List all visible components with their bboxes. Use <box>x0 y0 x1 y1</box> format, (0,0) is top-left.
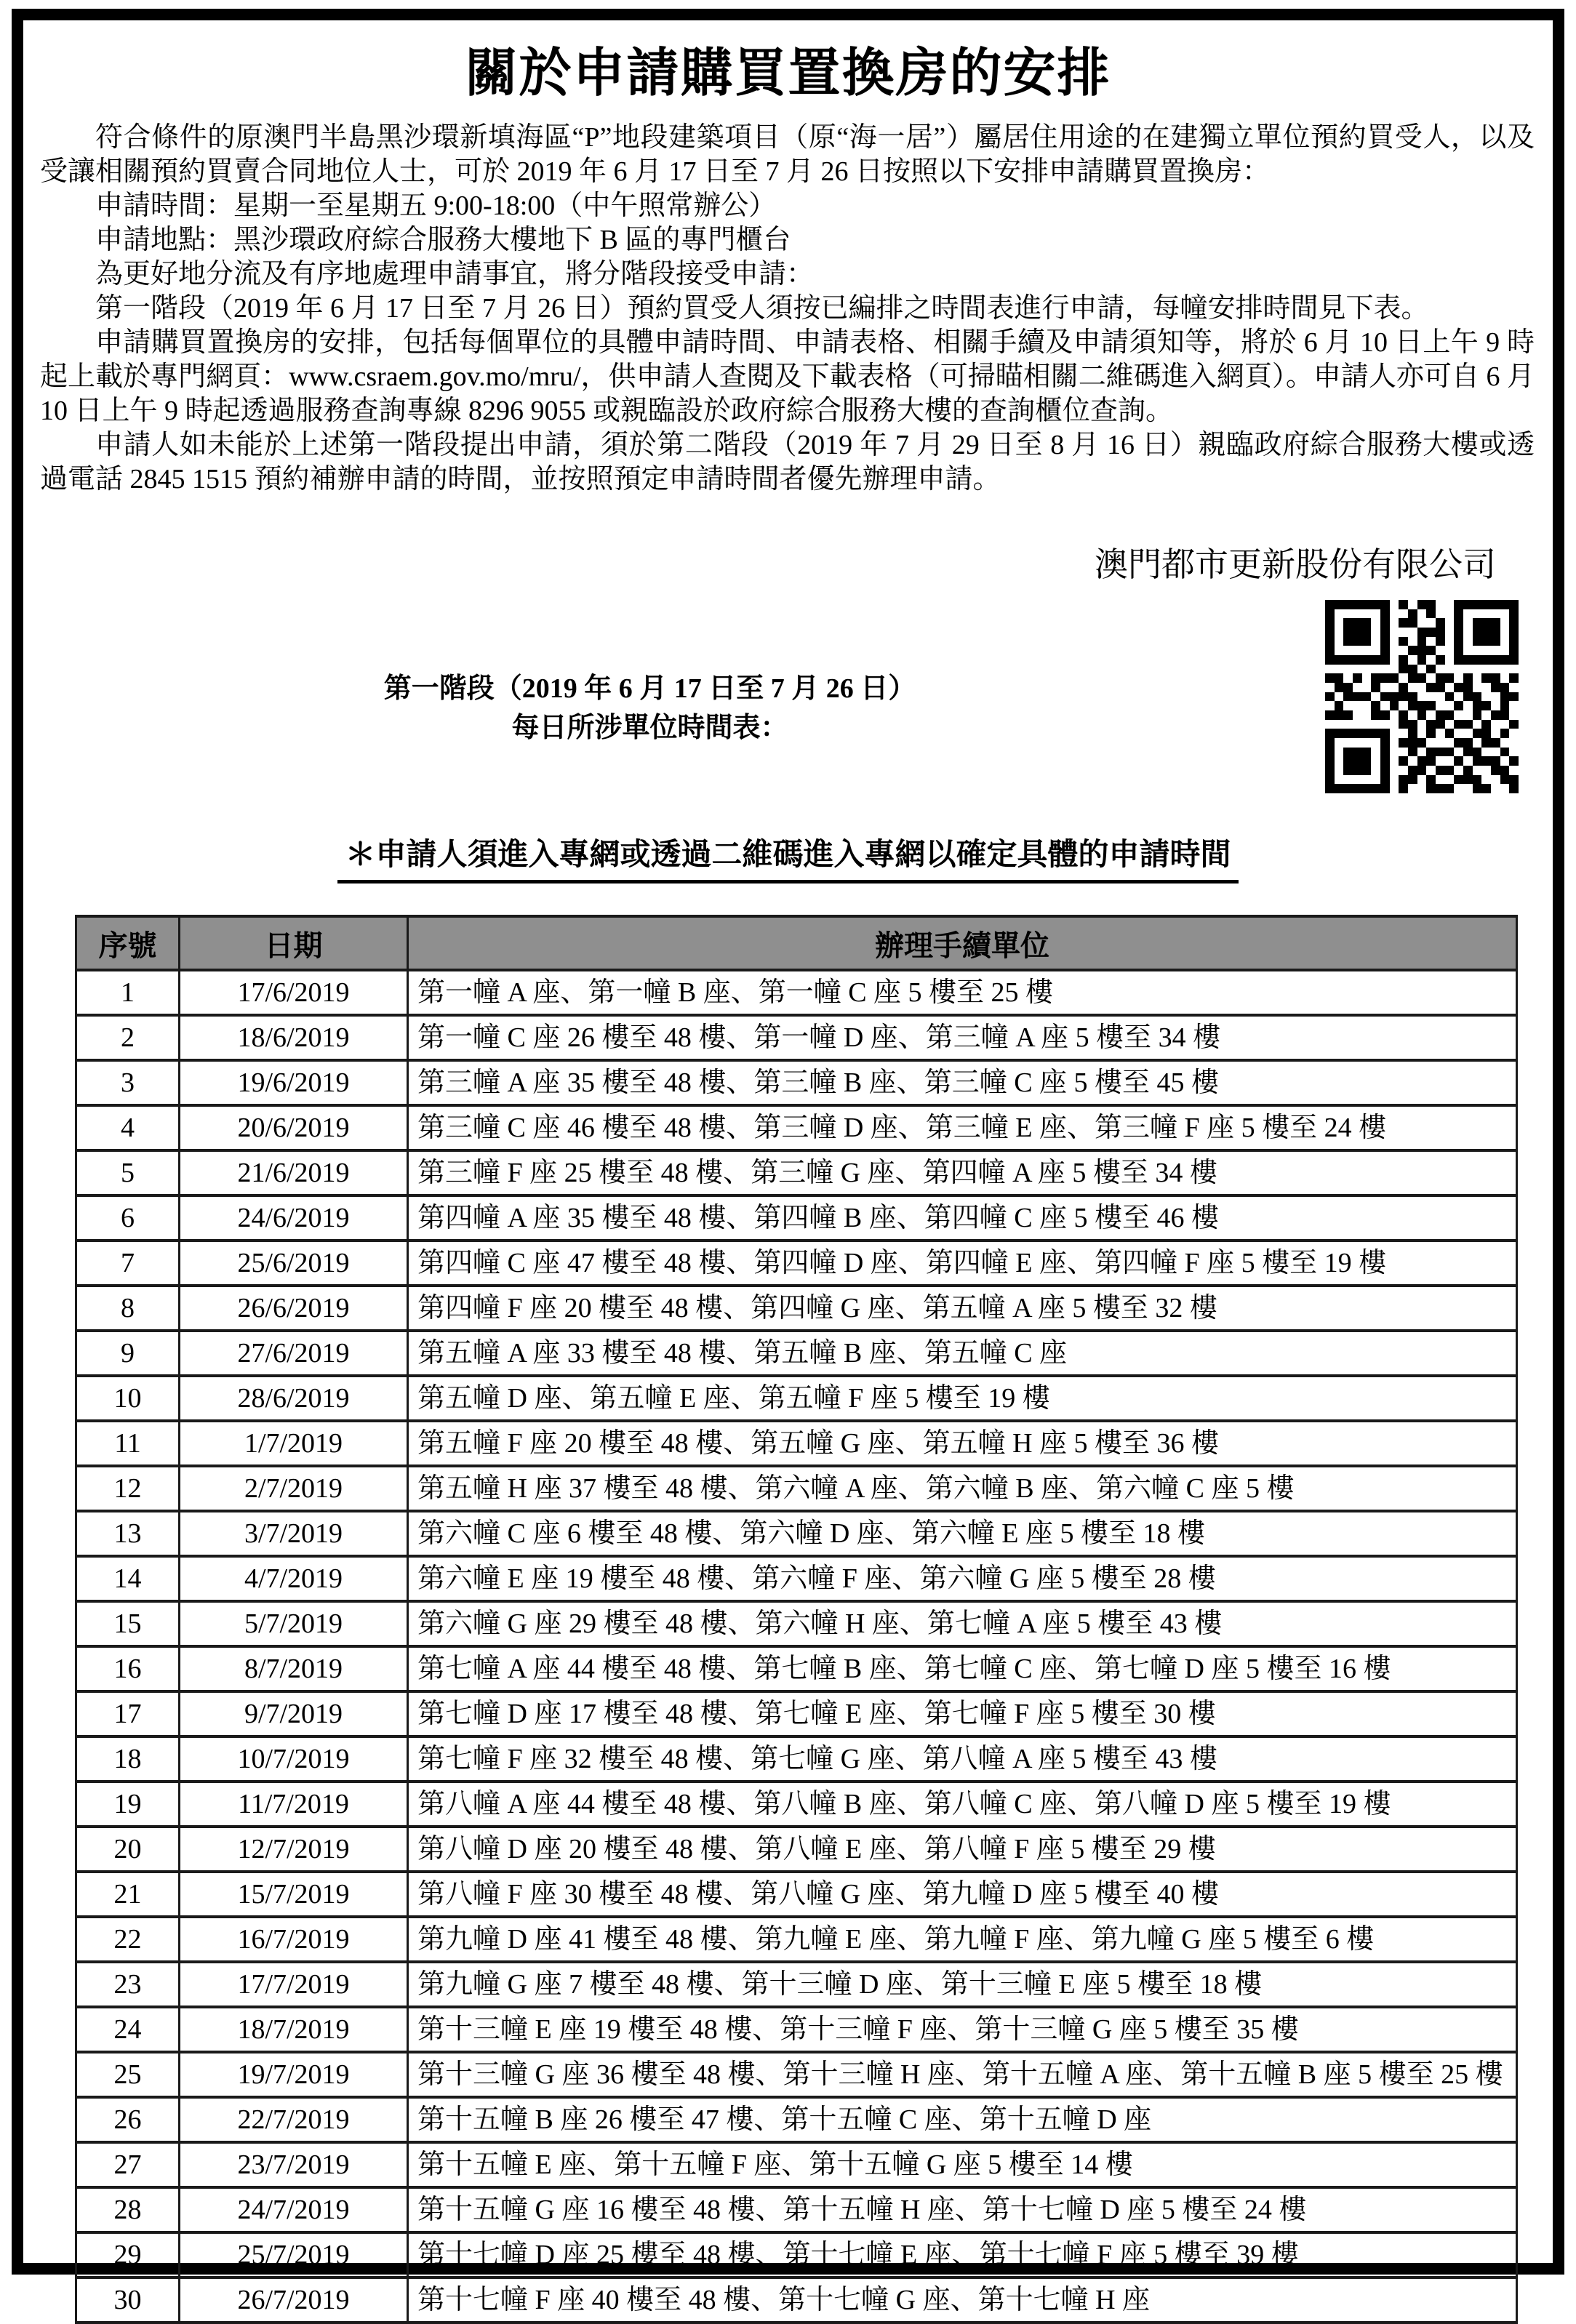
date-cell: 19/6/2019 <box>180 1060 408 1105</box>
date-cell: 20/6/2019 <box>180 1105 408 1150</box>
table-row <box>76 2007 1517 2052</box>
units-cell: 第六幢 E 座 19 樓至 48 樓、第六幢 F 座、第六幢 G 座 5 樓至 28 樓 <box>408 1556 1517 1601</box>
units-cell: 第九幢 D 座 41 樓至 48 樓、第九幢 E 座、第九幢 F 座、第九幢 G 座 5 樓至 6 樓 <box>408 1917 1517 1962</box>
date-cell: 10/7/2019 <box>180 1736 408 1782</box>
units-cell: 第三幢 A 座 35 樓至 48 樓、第三幢 B 座、第三幢 C 座 5 樓至 45 樓 <box>408 1060 1517 1105</box>
header-cell-number: 序號 <box>76 916 180 970</box>
table-row <box>76 1917 1517 1962</box>
table-row <box>76 1872 1517 1917</box>
row-number-cell: 7 <box>76 1241 180 1286</box>
units-cell: 第四幢 C 座 47 樓至 48 樓、第四幢 D 座、第四幢 E 座、第四幢 F 座 5 樓至 19 樓 <box>408 1241 1517 1286</box>
date-cell: 11/7/2019 <box>180 1782 408 1827</box>
table-row <box>76 1466 1517 1511</box>
units-cell: 第五幢 D 座、第五幢 E 座、第五幢 F 座 5 樓至 19 樓 <box>408 1376 1517 1421</box>
table-row <box>76 1646 1517 1691</box>
table-row <box>76 1060 1517 1105</box>
units-cell: 第四幢 F 座 20 樓至 48 樓、第四幢 G 座、第五幢 A 座 5 樓至 32 樓 <box>408 1286 1517 1331</box>
row-number-cell: 10 <box>76 1376 180 1421</box>
units-cell: 第七幢 F 座 32 樓至 48 樓、第七幢 G 座、第八幢 A 座 5 樓至 43 樓 <box>408 1736 1517 1782</box>
paragraph-intro: 符合條件的原澳門半島黑沙環新填海區“P”地段建築項目（原“海一居”）屬居住用途的在建獨立單位預約買受人，以及受讓相關預約買賣合同地位人士，可於 2019 年 6 月 17 日至 7 月 26 日按照以下安排申請購買置換房： <box>40 122 1535 187</box>
paragraph-phase1: 第一階段（2019 年 6 月 17 日至 7 月 26 日）預約買受人須按已編排之時間表進行申請，每幢安排時間見下表。 <box>95 293 1429 324</box>
date-cell: 17/6/2019 <box>180 970 408 1015</box>
units-cell: 第七幢 A 座 44 樓至 48 樓、第七幢 B 座、第七幢 C 座、第七幢 D 座 5 樓至 16 樓 <box>408 1646 1517 1691</box>
row-number-cell: 12 <box>76 1466 180 1511</box>
date-cell: 8/7/2019 <box>180 1646 408 1691</box>
date-cell: 26/6/2019 <box>180 1286 408 1331</box>
paragraph-application-time: 申請時間：星期一至星期五 9:00-18:00（中午照常辦公） <box>95 191 777 221</box>
date-cell: 24/7/2019 <box>180 2187 408 2232</box>
row-number-cell: 14 <box>76 1556 180 1601</box>
date-cell: 12/7/2019 <box>180 1827 408 1872</box>
page-title: 關於申請購買置換房的安排 <box>465 44 1111 103</box>
row-number-cell: 21 <box>76 1872 180 1917</box>
units-cell: 第十五幢 G 座 16 樓至 48 樓、第十五幢 H 座、第十七幢 D 座 5 樓至 24 樓 <box>408 2187 1517 2232</box>
row-number-cell: 29 <box>76 2232 180 2277</box>
units-cell: 第一幢 C 座 26 樓至 48 樓、第一幢 D 座、第三幢 A 座 5 樓至 34 樓 <box>408 1015 1517 1060</box>
units-cell: 第十七幢 F 座 40 樓至 48 樓、第十七幢 G 座、第十七幢 H 座 <box>408 2277 1517 2323</box>
table-row <box>76 970 1517 1015</box>
table-row <box>76 1962 1517 2007</box>
units-cell: 第三幢 C 座 46 樓至 48 樓、第三幢 D 座、第三幢 E 座、第三幢 F 座 5 樓至 24 樓 <box>408 1105 1517 1150</box>
row-number-cell: 4 <box>76 1105 180 1150</box>
table-row <box>76 1736 1517 1782</box>
table-row <box>76 1556 1517 1601</box>
date-cell: 28/6/2019 <box>180 1376 408 1421</box>
row-number-cell: 24 <box>76 2007 180 2052</box>
units-cell: 第十三幢 G 座 36 樓至 48 樓、第十三幢 H 座、第十五幢 A 座、第十五幢 B 座 5 樓至 25 樓 <box>408 2052 1517 2097</box>
date-cell: 16/7/2019 <box>180 1917 408 1962</box>
date-cell: 18/6/2019 <box>180 1015 408 1060</box>
row-number-cell: 22 <box>76 1917 180 1962</box>
date-cell: 19/7/2019 <box>180 2052 408 2097</box>
date-cell: 23/7/2019 <box>180 2142 408 2187</box>
row-number-cell: 9 <box>76 1331 180 1376</box>
schedule-heading-line2: 每日所涉單位時間表： <box>511 713 788 743</box>
date-cell: 2/7/2019 <box>180 1466 408 1511</box>
body-text <box>40 121 1535 497</box>
table-row <box>76 1421 1517 1466</box>
row-number-cell: 6 <box>76 1195 180 1241</box>
row-number-cell: 5 <box>76 1150 180 1195</box>
units-cell: 第九幢 G 座 7 樓至 48 樓、第十三幢 D 座、第十三幢 E 座 5 樓至 18 樓 <box>408 1962 1517 2007</box>
row-number-cell: 17 <box>76 1691 180 1736</box>
schedule-heading <box>0 669 1300 748</box>
note-wrap <box>0 830 1576 883</box>
table-row <box>76 2232 1517 2277</box>
date-cell: 9/7/2019 <box>180 1691 408 1736</box>
row-number-cell: 20 <box>76 1827 180 1872</box>
units-cell: 第十七幢 D 座 25 樓至 48 樓、第十七幢 E 座、第十七幢 F 座 5 樓至 39 樓 <box>408 2232 1517 2277</box>
row-number-cell: 16 <box>76 1646 180 1691</box>
table-row <box>76 1691 1517 1736</box>
row-number-cell: 13 <box>76 1511 180 1556</box>
row-number-cell: 11 <box>76 1421 180 1466</box>
date-cell: 26/7/2019 <box>180 2277 408 2323</box>
table-row <box>76 2277 1517 2323</box>
row-number-cell: 19 <box>76 1782 180 1827</box>
date-cell: 25/6/2019 <box>180 1241 408 1286</box>
table-row <box>76 1376 1517 1421</box>
units-cell: 第八幢 A 座 44 樓至 48 樓、第八幢 B 座、第八幢 C 座、第八幢 D 座 5 樓至 19 樓 <box>408 1782 1517 1827</box>
qr-code <box>1325 600 1519 793</box>
table-row <box>76 2142 1517 2187</box>
table-row <box>76 1511 1517 1556</box>
row-number-cell: 2 <box>76 1015 180 1060</box>
units-cell: 第十三幢 E 座 19 樓至 48 樓、第十三幢 F 座、第十三幢 G 座 5 樓至 35 樓 <box>408 2007 1517 2052</box>
row-number-cell: 18 <box>76 1736 180 1782</box>
table-header-row <box>76 916 1517 970</box>
date-cell: 1/7/2019 <box>180 1421 408 1466</box>
date-cell: 25/7/2019 <box>180 2232 408 2277</box>
row-number-cell: 1 <box>76 970 180 1015</box>
units-cell: 第八幢 D 座 20 樓至 48 樓、第八幢 E 座、第八幢 F 座 5 樓至 29 樓 <box>408 1827 1517 1872</box>
units-cell: 第一幢 A 座、第一幢 B 座、第一幢 C 座 5 樓至 25 樓 <box>408 970 1517 1015</box>
paragraph-phases-note: 為更好地分流及有序地處理申請事宜，將分階段接受申請： <box>95 259 815 289</box>
units-cell: 第六幢 G 座 29 樓至 48 樓、第六幢 H 座、第七幢 A 座 5 樓至 43 樓 <box>408 1601 1517 1646</box>
row-number-cell: 26 <box>76 2097 180 2142</box>
schedule-table-body <box>76 970 1517 2323</box>
schedule-heading-line1: 第一階段（2019 年 6 月 17 日至 7 月 26 日） <box>383 673 916 704</box>
table-row <box>76 2187 1517 2232</box>
row-number-cell: 27 <box>76 2142 180 2187</box>
units-cell: 第十五幢 E 座、第十五幢 F 座、第十五幢 G 座 5 樓至 14 樓 <box>408 2142 1517 2187</box>
table-row <box>76 1105 1517 1150</box>
row-number-cell: 23 <box>76 1962 180 2007</box>
date-cell: 15/7/2019 <box>180 1872 408 1917</box>
company-name: 澳門都市更新股份有限公司 <box>1095 546 1496 583</box>
table-row <box>76 1015 1517 1060</box>
header-cell-date: 日期 <box>180 916 408 970</box>
header-cell-units: 辦理手續單位 <box>408 916 1517 970</box>
table-row <box>76 1601 1517 1646</box>
table-row <box>76 2097 1517 2142</box>
table-row <box>76 1286 1517 1331</box>
units-cell: 第五幢 F 座 20 樓至 48 樓、第五幢 G 座、第五幢 H 座 5 樓至 36 樓 <box>408 1421 1517 1466</box>
date-cell: 27/6/2019 <box>180 1331 408 1376</box>
date-cell: 18/7/2019 <box>180 2007 408 2052</box>
row-number-cell: 30 <box>76 2277 180 2323</box>
row-number-cell: 15 <box>76 1601 180 1646</box>
table-row <box>76 1827 1517 1872</box>
table-row <box>76 1195 1517 1241</box>
date-cell: 5/7/2019 <box>180 1601 408 1646</box>
units-cell: 第六幢 C 座 6 樓至 48 樓、第六幢 D 座、第六幢 E 座 5 樓至 18 樓 <box>408 1511 1517 1556</box>
units-cell: 第十五幢 B 座 26 樓至 47 樓、第十五幢 C 座、第十五幢 D 座 <box>408 2097 1517 2142</box>
row-number-cell: 25 <box>76 2052 180 2097</box>
paragraph-details: 申請購買置換房的安排，包括每個單位的具體申請時間、申請表格、相關手續及申請須知等，將於 6 月 10 日上午 9 時起上載於專門網頁：www.csraem.gov.mo/mru/，供申請人查閱及下載表格（可掃瞄相關二維碼進入網頁）。申請人亦可自 6 月 10 日上午 9 時起透過服務查詢專線 8296 9055 或親臨設於政府綜合服務大樓的查詢櫃位查詢。 <box>40 327 1535 426</box>
schedule-table <box>75 915 1518 2324</box>
units-cell: 第三幢 F 座 25 樓至 48 樓、第三幢 G 座、第四幢 A 座 5 樓至 34 樓 <box>408 1150 1517 1195</box>
units-cell: 第四幢 A 座 35 樓至 48 樓、第四幢 B 座、第四幢 C 座 5 樓至 46 樓 <box>408 1195 1517 1241</box>
table-row <box>76 1782 1517 1827</box>
units-cell: 第五幢 A 座 33 樓至 48 樓、第五幢 B 座、第五幢 C 座 <box>408 1331 1517 1376</box>
table-row <box>76 1331 1517 1376</box>
date-cell: 17/7/2019 <box>180 1962 408 2007</box>
units-cell: 第七幢 D 座 17 樓至 48 樓、第七幢 E 座、第七幢 F 座 5 樓至 30 樓 <box>408 1691 1517 1736</box>
paragraph-application-location: 申請地點：黑沙環政府綜合服務大樓地下 B 區的專門櫃台 <box>95 225 791 255</box>
date-cell: 21/6/2019 <box>180 1150 408 1195</box>
row-number-cell: 8 <box>76 1286 180 1331</box>
paragraph-phase2: 申請人如未能於上述第一階段提出申請，須於第二階段（2019 年 7 月 29 日至 8 月 16 日）親臨政府綜合服務大樓或透過電話 2845 1515 預約補辦申請的時間，並按照預定申請時間者優先辦理申請。 <box>40 430 1535 494</box>
units-cell: 第八幢 F 座 30 樓至 48 樓、第八幢 G 座、第九幢 D 座 5 樓至 40 樓 <box>408 1872 1517 1917</box>
date-cell: 24/6/2019 <box>180 1195 408 1241</box>
row-number-cell: 3 <box>76 1060 180 1105</box>
table-row <box>76 1150 1517 1195</box>
date-cell: 3/7/2019 <box>180 1511 408 1556</box>
row-number-cell: 28 <box>76 2187 180 2232</box>
table-row <box>76 1241 1517 1286</box>
table-row <box>76 2052 1517 2097</box>
date-cell: 4/7/2019 <box>180 1556 408 1601</box>
date-cell: 22/7/2019 <box>180 2097 408 2142</box>
units-cell: 第五幢 H 座 37 樓至 48 樓、第六幢 A 座、第六幢 B 座、第六幢 C 座 5 樓 <box>408 1466 1517 1511</box>
note-text: ＊申請人須進入專網或透過二維碼進入專網以確定具體的申請時間 <box>337 830 1238 883</box>
